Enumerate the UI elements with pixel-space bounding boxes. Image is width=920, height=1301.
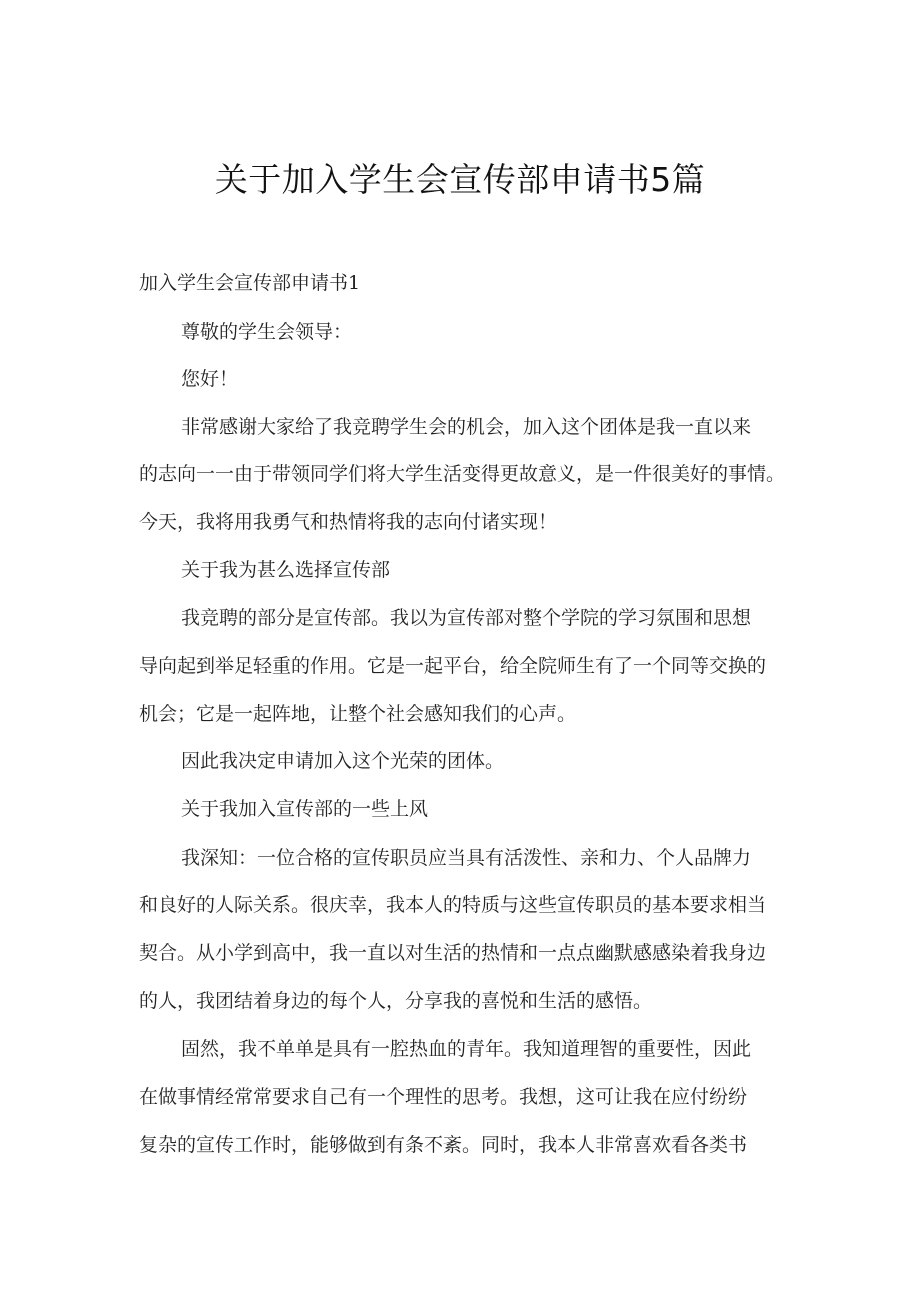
subheading-advantages: 关于我加入宣传部的一些上风: [181, 798, 429, 820]
subheading-why-propaganda: 关于我为甚么选择宣传部: [181, 559, 391, 581]
paragraph-line: 我竞聘的部分是宣传部。我以为宣传部对整个学院的学习氛围和思想: [181, 607, 752, 629]
section-heading-1: 加入学生会宣传部申请书1: [139, 272, 361, 294]
paragraph-line: 契合。从小学到高中，我一直以对生活的热情和一点点幽默感感染着我身边: [139, 942, 767, 964]
paragraph-line: 固然，我不单单是具有一腔热血的青年。我知道理智的重要性，因此: [181, 1038, 752, 1060]
paragraph-line: 我深知：一位合格的宣传职员应当具有活泼性、亲和力、个人品牌力: [181, 847, 752, 869]
paragraph-line: 机会；它是一起阵地，让整个社会感知我们的心声。: [139, 703, 577, 725]
document-title: 关于加入学生会宣传部申请书5篇: [214, 160, 706, 199]
paragraph-line: 导向起到举足轻重的作用。它是一起平台，给全院师生有了一个同等交换的: [139, 655, 767, 677]
paragraph-line: 非常感谢大家给了我竞聘学生会的机会，加入这个团体是我一直以来: [181, 416, 752, 438]
paragraph-line: 今天，我将用我勇气和热情将我的志向付诸实现！: [139, 511, 558, 533]
paragraph-line: 复杂的宣传工作时，能够做到有条不紊。同时，我本人非常喜欢看各类书: [139, 1134, 748, 1156]
paragraph-line: 的人，我团结着身边的每个人，分享我的喜悦和生活的感悟。: [139, 990, 653, 1012]
paragraph-line: 的志向一一由于带领同学们将大学生活变得更故意义，是一件很美好的事情。: [139, 463, 786, 485]
salutation: 尊敬的学生会领导：: [181, 321, 353, 343]
paragraph-line: 在做事情经常常要求自己有一个理性的思考。我想，这可让我在应付纷纷: [139, 1086, 748, 1108]
greeting: 您好！: [181, 368, 239, 390]
paragraph-line: 因此我决定申请加入这个光荣的团体。: [181, 750, 505, 772]
paragraph-line: 和良好的人际关系。很庆幸，我本人的特质与这些宣传职员的基本要求相当: [139, 894, 767, 916]
